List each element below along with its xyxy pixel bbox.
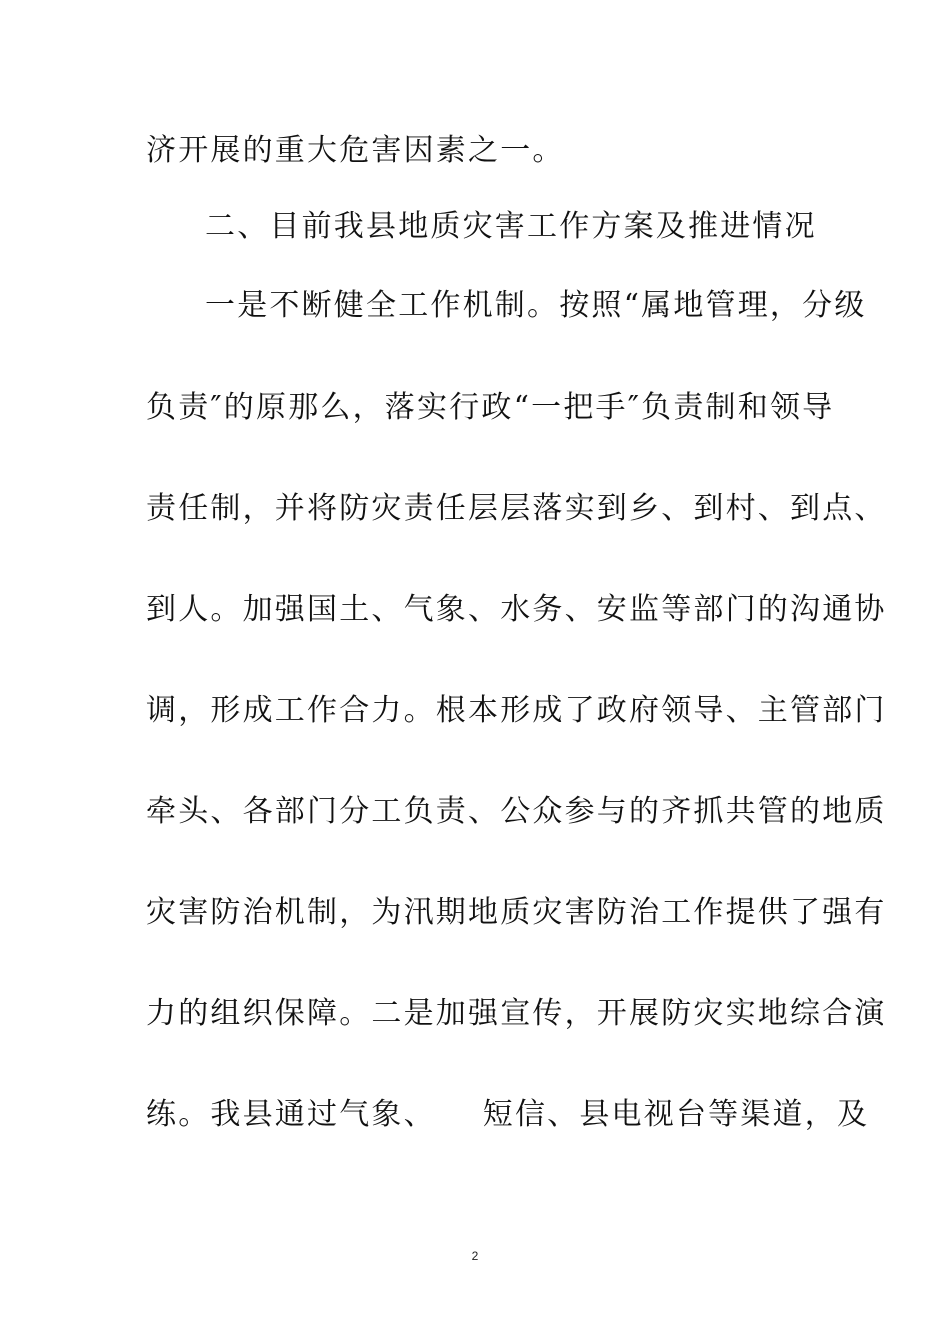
paragraph-line-7: 灾害防治机制，为汛期地质灾害防治工作提供了强有 (146, 895, 887, 930)
paragraph-line-5: 调，形成工作合力。根本形成了政府领导、主管部门 (146, 693, 887, 728)
page-number: 2 (471, 1249, 479, 1263)
paragraph-line-3: 责任制，并将防灾责任层层落实到乡、到村、到点、 (146, 491, 887, 526)
section-heading: 二、目前我县地质灾害工作方案及推进情况 (205, 209, 817, 244)
text-line-1: 济开展的重大危害因素之一。 (146, 133, 565, 168)
paragraph-line-1: 一是不断健全工作机制。按照“属地管理，分级 (205, 288, 867, 323)
paragraph-line-4: 到人。加强国土、气象、水务、安监等部门的沟通协 (146, 592, 887, 627)
paragraph-line-8: 力的组织保障。二是加强宣传，开展防灾实地综合演 (146, 996, 887, 1031)
paragraph-line-6: 牵头、各部门分工负责、公众参与的齐抓共管的地质 (146, 794, 887, 829)
paragraph-line-9: 练。我县通过气象、 短信、县电视台等渠道，及 (146, 1097, 870, 1132)
paragraph-line-2: 负责″的原那么，落实行政“一把手″负责制和领导 (146, 390, 835, 425)
